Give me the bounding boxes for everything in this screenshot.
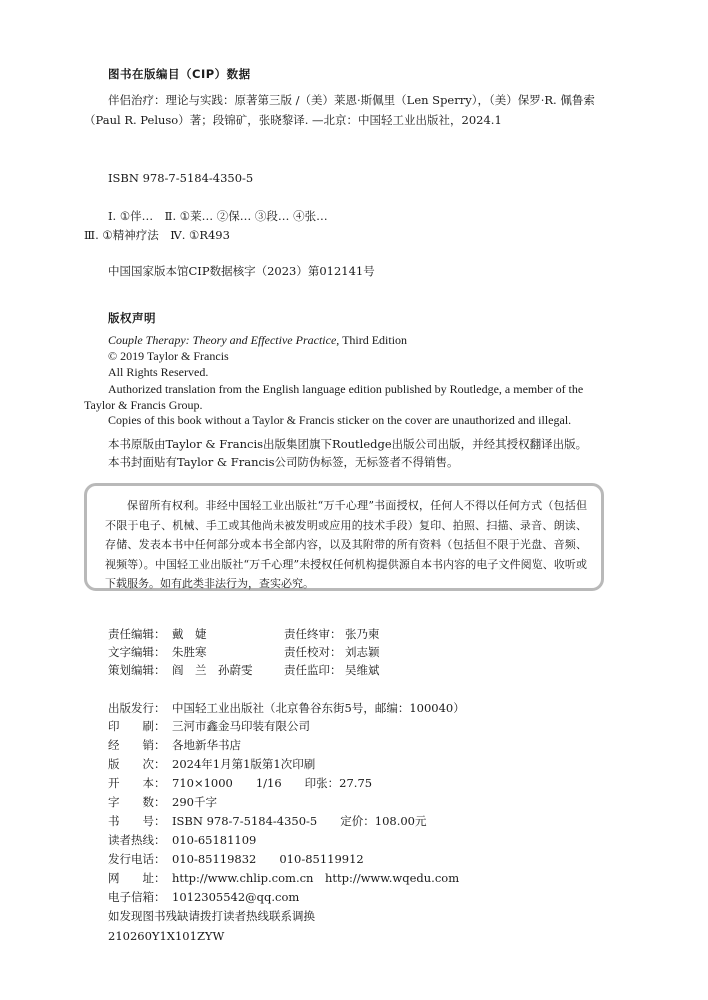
pub-value: 010-65181109 [172, 833, 257, 847]
print-code: 210260Y1X101ZYW [108, 929, 225, 943]
pub-value: 010-85119832 010-85119912 [172, 852, 364, 866]
cip-isbn: ISBN 978-7-5184-4350-5 [108, 171, 254, 185]
staff-left-label: 责任编辑： [108, 627, 166, 641]
pub-value: http://www.chlip.com.cn http://www.wqedu.com [172, 871, 460, 885]
staff-left-value: 朱胜寒 [172, 645, 207, 659]
staff-left-label: 文字编辑： [108, 645, 166, 659]
original-title [108, 333, 407, 348]
staff-right-label: 责任监印： [284, 663, 342, 677]
pub-label: 经 销： [108, 738, 166, 752]
copyright-year: © 2019 Taylor & Francis [108, 349, 229, 363]
authorized-translation: Authorized translation from the English language edition published by Routledge, a member of the Taylor & Francis Group. [84, 382, 584, 412]
original-title-edition: , Third Edition [336, 333, 408, 347]
staff-right-value: 吴维斌 [345, 663, 380, 677]
pub-label: 网 址： [108, 871, 166, 885]
cip-library-record: 中国国家版本馆CIP数据核字（2023）第012141号 [108, 264, 375, 278]
cip-heading: 图书在版编目（CIP）数据 [108, 67, 251, 81]
pub-value: 710×1000 1/16 印张：27.75 [172, 776, 373, 790]
cip-record: 伴侣治疗：理论与实践：原著第三版 /（美）莱恩·斯佩里（Len Sperry），（美）保罗·R. 佩鲁索（Paul R. Peluso）著；段锦矿，张晓黎译. —北京：中国轻工业出版社，2024.1 [84, 93, 595, 127]
pub-value: 1012305542@qq.com [172, 890, 300, 904]
pub-value: 290千字 [172, 795, 217, 809]
pub-label: 书 号： [108, 814, 166, 828]
pub-value: 中国轻工业出版社（北京鲁谷东街5号，邮编：100040） [172, 701, 465, 715]
staff-right-value: 张乃柬 [345, 627, 380, 641]
cn-publish-notice: 本书原版由Taylor & Francis出版集团旗下Routledge出版公司出版，并经其授权翻译出版。 [108, 437, 588, 451]
staff-left-label: 策划编辑： [108, 663, 166, 677]
pub-label: 版 次： [108, 757, 166, 771]
cip-subjects-line2: Ⅲ. ①精神疗法 Ⅳ. ①R493 [84, 228, 230, 242]
cip-subjects-line1: Ⅰ. ①伴… Ⅱ. ①莱… ②保… ③段… ④张… [108, 209, 328, 223]
staff-right-label: 责任校对： [284, 645, 342, 659]
original-title-italic: Couple Therapy: Theory and Effective Practice [108, 333, 337, 347]
staff-right-value: 刘志颖 [345, 645, 380, 659]
staff-left-value: 戴 婕 [172, 627, 207, 641]
rights-reserved: All Rights Reserved. [108, 365, 209, 379]
rights-notice-text: 保留所有权利。非经中国轻工业出版社“万千心理”书面授权，任何人不得以任何方式（包括但不限于电子、机械、手工或其他尚未被发明或应用的技术手段）复印、拍照、扫描、录音、朗读、存储、发表本书中任何部分或本书全部内容，以及其附带的所有资料（包括但不限于光盘、音频、视频等）。中国轻工业出版社“万千心理”未授权任何机构提供源自本书内容的电子文件阅览、收听或下载服务。如有此类非法行为，查实必究。 [105, 499, 587, 590]
pub-label: 读者热线： [108, 833, 166, 847]
pub-value: 2024年1月第1版第1次印刷 [172, 757, 316, 771]
rights-notice-box [84, 483, 604, 591]
pub-label: 字 数： [108, 795, 166, 809]
cn-sticker-notice: 本书封面贴有Taylor & Francis公司防伪标签，无标签者不得销售。 [108, 455, 459, 469]
pub-value: 各地新华书店 [172, 738, 241, 752]
return-notice: 如发现图书残缺请拨打读者热线联系调换 [108, 909, 315, 923]
copyright-heading: 版权声明 [108, 311, 156, 325]
pub-value: 三河市鑫金马印装有限公司 [172, 719, 310, 733]
pub-label: 电子信箱： [108, 890, 166, 904]
pub-label: 开 本： [108, 776, 166, 790]
staff-right-label: 责任终审： [284, 627, 342, 641]
pub-value: ISBN 978-7-5184-4350-5 定价：108.00元 [172, 814, 427, 828]
pub-label: 发行电话： [108, 852, 166, 866]
sticker-notice: Copies of this book without a Taylor & Francis sticker on the cover are unauthorized and illegal. [108, 413, 572, 427]
pub-label: 出版发行： [108, 701, 166, 715]
pub-label: 印 刷： [108, 719, 166, 733]
staff-left-value: 阎 兰 孙蔚雯 [172, 663, 253, 677]
